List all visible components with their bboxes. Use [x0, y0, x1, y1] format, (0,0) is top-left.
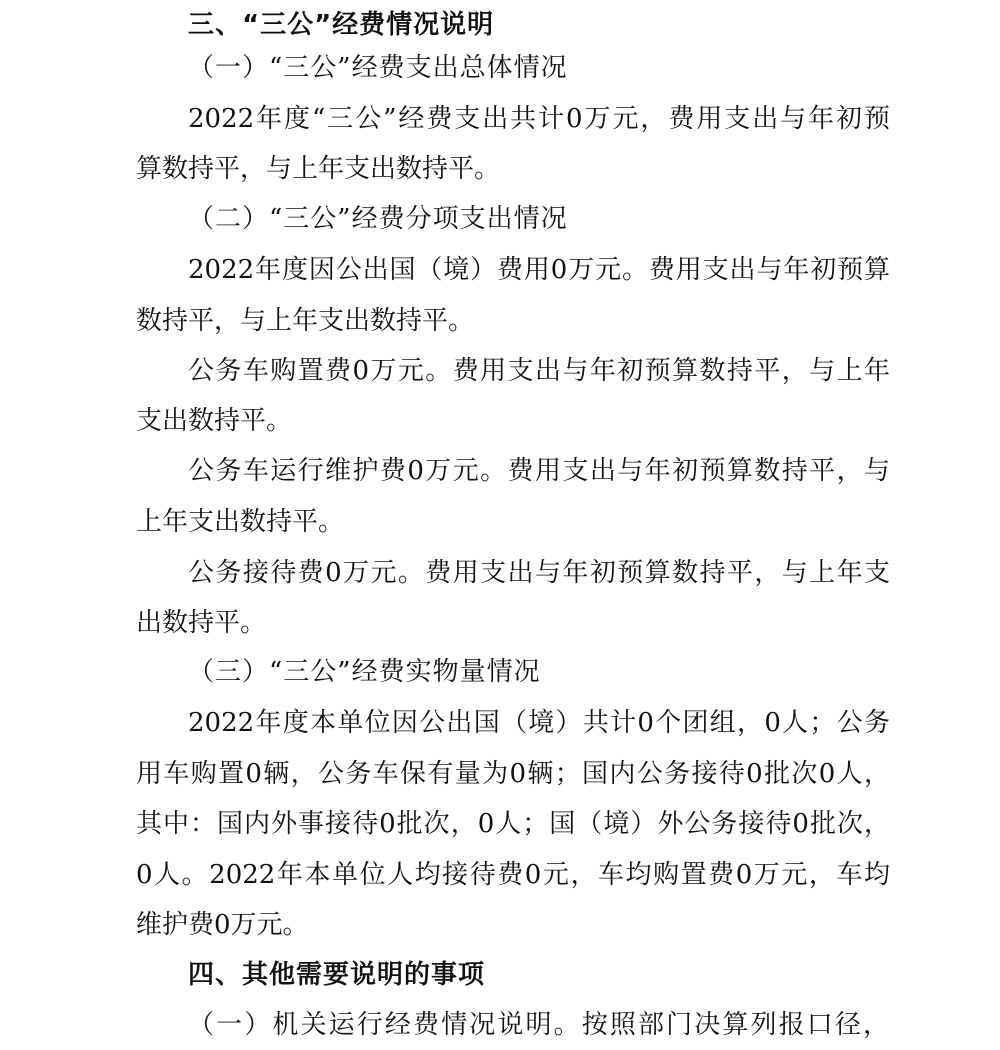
paragraph-line: 支出数持平。 [136, 406, 293, 436]
paragraph-line: 算数持平，与上年支出数持平。 [136, 154, 501, 184]
paragraph-line: 上年支出数持平。 [136, 507, 345, 537]
paragraph-line: 其中：国内外事接待0批次，0人；国（境）外公务接待0批次， [136, 809, 890, 839]
section-heading-three: 三、“三公”经费情况说明 [188, 10, 495, 40]
subheading-physical-quantity: （三）“三公”经费实物量情况 [188, 657, 541, 687]
paragraph-line: 用车购置0辆，公务车保有量为0辆；国内公务接待0批次0人， [136, 759, 890, 789]
section-heading-four: 四、其他需要说明的事项 [188, 960, 486, 990]
subheading-itemized: （二）“三公”经费分项支出情况 [188, 204, 568, 234]
paragraph-line: 2022年度“三公”经费支出共计0万元，费用支出与年初预 [188, 104, 890, 134]
paragraph-line: （一）机关运行经费情况说明。按照部门决算列报口径， [188, 1010, 890, 1040]
paragraph-line: 公务接待费0万元。费用支出与年初预算数持平，与上年支 [188, 558, 890, 588]
paragraph-line: 数持平，与上年支出数持平。 [136, 306, 475, 336]
paragraph-line: 公务车运行维护费0万元。费用支出与年初预算数持平，与 [188, 456, 890, 486]
paragraph-line: 2022年度本单位因公出国（境）共计0个团组，0人；公务 [188, 708, 890, 738]
paragraph-line: 2022年度因公出国（境）费用0万元。费用支出与年初预算 [188, 255, 890, 285]
subheading-overall: （一）“三公”经费支出总体情况 [188, 53, 568, 83]
paragraph-line: 出数持平。 [136, 608, 267, 638]
paragraph-line: 0人。2022年本单位人均接待费0元，车均购置费0万元，车均 [136, 860, 890, 890]
paragraph-line: 公务车购置费0万元。费用支出与年初预算数持平，与上年 [188, 356, 890, 386]
paragraph-line: 维护费0万元。 [136, 910, 309, 940]
